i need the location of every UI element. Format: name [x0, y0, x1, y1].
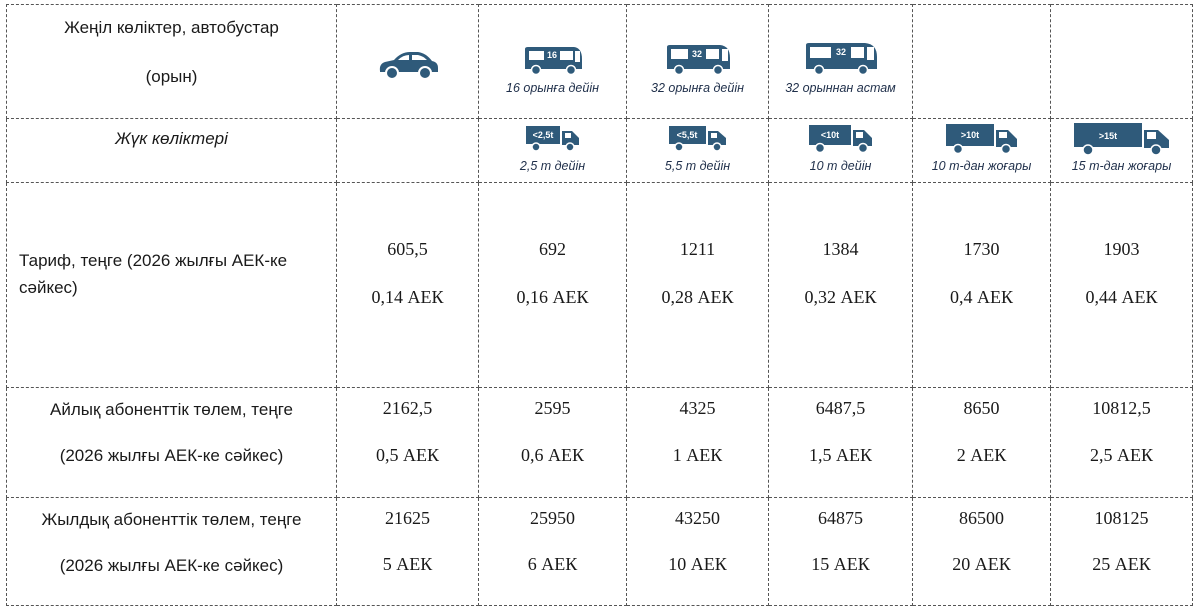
tariff-aek: 0,28 АЕК — [661, 287, 734, 307]
bus-badge: 32 — [835, 47, 846, 57]
passenger-category-label: Жеңіл көліктер, автобустар — [64, 18, 279, 37]
passenger-vehicles-row — [7, 5, 1193, 119]
monthly-aek: 1,5 АЕК — [809, 445, 872, 465]
truck-cell — [1051, 119, 1193, 183]
truck-caption: 10 т-дан жоғары — [931, 159, 1032, 173]
truck-icon — [944, 121, 1020, 155]
tariff-value-cell — [627, 183, 769, 388]
yearly-value-cell — [479, 498, 627, 606]
tariff-row — [7, 183, 1193, 388]
bus-icon — [664, 43, 732, 75]
tariff-aek: 0,4 АЕК — [950, 287, 1013, 307]
tariff-value: 1211 — [679, 239, 716, 259]
tariff-label: Тариф, теңге (2026 жылғы АЕК-ке сәйкес) — [19, 251, 288, 297]
truck-icon — [807, 122, 875, 154]
bus-icon — [522, 45, 584, 75]
monthly-value-cell — [913, 388, 1051, 498]
bus-icon — [803, 41, 879, 75]
monthly-value-cell — [627, 388, 769, 498]
tariff-aek: 0,16 АЕК — [516, 287, 589, 307]
car-icon — [376, 47, 440, 81]
yearly-label-cell — [7, 498, 337, 606]
yearly-aek: 15 АЕК — [811, 554, 870, 574]
yearly-value-cell — [913, 498, 1051, 606]
monthly-aek: 2,5 АЕК — [1090, 445, 1153, 465]
yearly-value-cell — [627, 498, 769, 606]
yearly-sublabel: (2026 жылғы АЕК-ке сәйкес) — [59, 556, 284, 575]
truck-badge: <5,5t — [676, 130, 697, 140]
monthly-aek: 1 АЕК — [672, 445, 723, 465]
bus-badge: 16 — [546, 50, 557, 60]
tariff-value-cell — [769, 183, 913, 388]
tariff-value: 1384 — [822, 239, 859, 259]
tariff-label-cell — [7, 183, 337, 388]
truck-badge: >10t — [960, 130, 979, 140]
monthly-label-cell — [7, 388, 337, 498]
empty-cell — [337, 119, 479, 183]
monthly-row — [7, 388, 1193, 498]
tariff-value: 605,5 — [387, 239, 428, 259]
yearly-value: 43250 — [675, 508, 720, 528]
truck-caption: 15 т-дан жоғары — [1071, 159, 1172, 173]
bus32-cell — [627, 5, 769, 119]
truck-cell — [769, 119, 913, 183]
bus32plus-cell — [769, 5, 913, 119]
truck-icon — [1072, 120, 1172, 156]
monthly-aek: 0,6 АЕК — [521, 445, 584, 465]
yearly-value: 25950 — [530, 508, 575, 528]
tariff-value-cell — [1051, 183, 1193, 388]
monthly-value: 10812,5 — [1092, 398, 1151, 418]
passenger-unit-label: (орын) — [145, 67, 198, 86]
bus16-caption: 16 орынға дейін — [506, 81, 599, 95]
yearly-aek: 20 АЕК — [952, 554, 1011, 574]
truck-caption: 5,5 т дейін — [664, 159, 731, 173]
yearly-value: 64875 — [818, 508, 863, 528]
yearly-value-cell — [337, 498, 479, 606]
monthly-value: 6487,5 — [815, 398, 866, 418]
truck-badge: <2,5t — [532, 130, 553, 140]
tariff-aek: 0,32 АЕК — [804, 287, 877, 307]
yearly-row — [7, 498, 1193, 606]
monthly-value-cell — [769, 388, 913, 498]
tariff-aek: 0,44 АЕК — [1085, 287, 1158, 307]
truck-header-cell — [7, 119, 337, 183]
truck-caption: 2,5 т дейін — [519, 159, 586, 173]
monthly-value-cell — [337, 388, 479, 498]
empty-cell — [1051, 5, 1193, 119]
tariff-table — [6, 4, 1193, 606]
yearly-value: 21625 — [385, 508, 430, 528]
monthly-value-cell — [1051, 388, 1193, 498]
tariff-value: 1903 — [1103, 239, 1140, 259]
truck-cell — [627, 119, 769, 183]
truck-icon — [667, 123, 729, 153]
yearly-aek: 5 АЕК — [382, 554, 433, 574]
bus32plus-caption: 32 орыннан астам — [785, 81, 896, 95]
monthly-sublabel: (2026 жылғы АЕК-ке сәйкес) — [59, 446, 284, 465]
monthly-value: 2162,5 — [382, 398, 433, 418]
truck-caption: 10 т дейін — [809, 159, 872, 173]
truck-badge: >15t — [1098, 131, 1117, 141]
yearly-value-cell — [1051, 498, 1193, 606]
truck-cell — [913, 119, 1051, 183]
monthly-value: 8650 — [963, 398, 1000, 418]
empty-cell — [913, 5, 1051, 119]
monthly-aek: 2 АЕК — [956, 445, 1007, 465]
passenger-header-cell — [7, 5, 337, 119]
bus-badge: 32 — [691, 49, 702, 59]
tariff-value-cell — [913, 183, 1051, 388]
truck-cell — [479, 119, 627, 183]
bus32-caption: 32 орынға дейін — [651, 81, 744, 95]
car-cell — [337, 5, 479, 119]
yearly-value-cell — [769, 498, 913, 606]
yearly-aek: 6 АЕК — [527, 554, 578, 574]
tariff-value-cell — [479, 183, 627, 388]
yearly-value: 108125 — [1094, 508, 1149, 528]
yearly-value: 86500 — [959, 508, 1004, 528]
bus16-cell — [479, 5, 627, 119]
yearly-aek: 25 АЕК — [1092, 554, 1151, 574]
monthly-value: 4325 — [679, 398, 716, 418]
monthly-value: 2595 — [534, 398, 571, 418]
truck-icon — [524, 123, 582, 153]
yearly-aek: 10 АЕК — [668, 554, 727, 574]
truck-badge: <10t — [820, 130, 839, 140]
yearly-label: Жылдық абоненттік төлем, теңге — [41, 510, 302, 529]
tariff-value-cell — [337, 183, 479, 388]
tariff-table-sheet — [6, 4, 1192, 606]
truck-category-label: Жүк көліктері — [115, 129, 228, 148]
tariff-aek: 0,14 АЕК — [371, 287, 444, 307]
monthly-label: Айлық абоненттік төлем, теңге — [50, 400, 293, 419]
tariff-value: 1730 — [963, 239, 1000, 259]
monthly-aek: 0,5 АЕК — [376, 445, 439, 465]
trucks-row — [7, 119, 1193, 183]
tariff-value: 692 — [539, 239, 566, 259]
monthly-value-cell — [479, 388, 627, 498]
